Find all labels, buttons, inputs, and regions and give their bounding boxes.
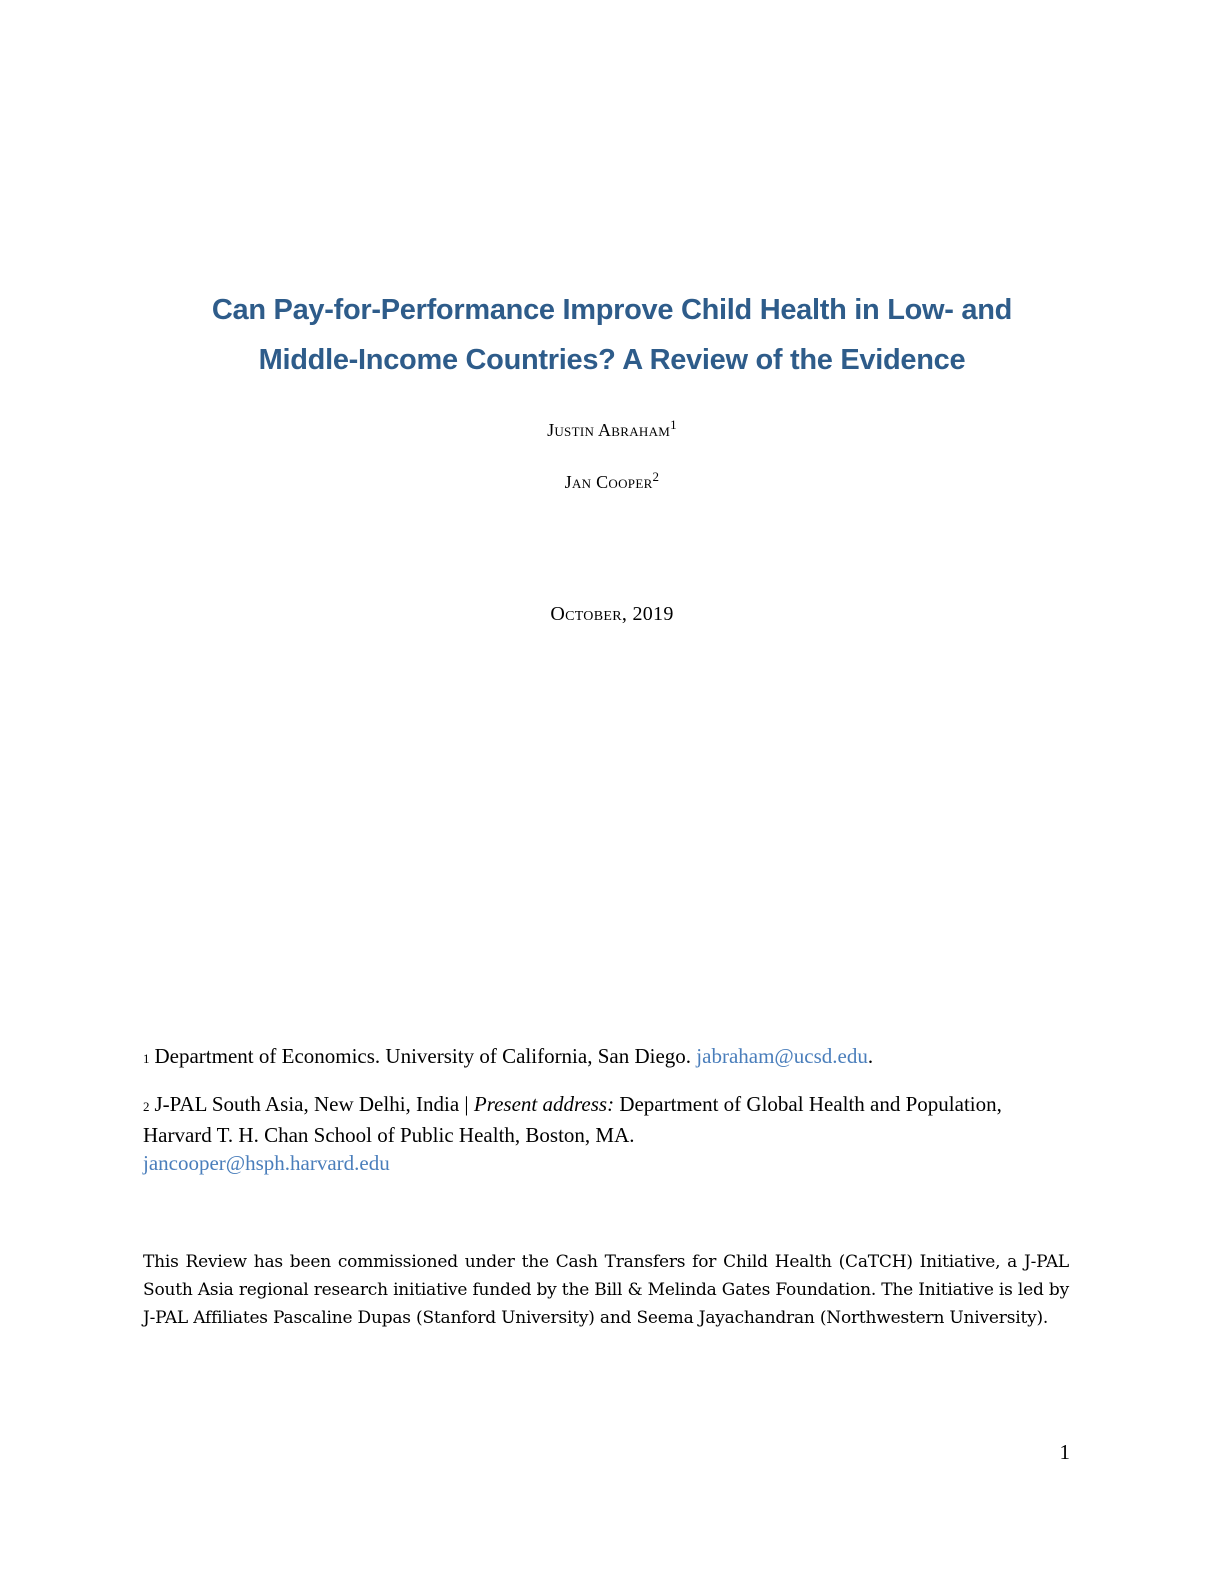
footnote-2-text-before: J-PAL South Asia, New Delhi, India | [154,1092,474,1116]
author-2-name: Jan Cooper [564,472,653,492]
commission-note: This Review has been commissioned under the Cash Transfers for Child Health (CaTCH) Initiative, a J-PAL South Asia regional research initiative funded by the Bill & Melinda Gates Foundation. The Initiative is led by J-PAL Affiliates Pascaline Dupas (Stanford University) and Seema Jayachandran (Northwestern University). [143,1252,1069,1328]
author-2-mark: 2 [652,469,660,484]
title-line-1: Can Pay-for-Performance Improve Child Health in Low- and [211,294,1013,326]
footnote-1 [143,1042,1073,1073]
author-1-name: Justin Abraham [547,420,671,440]
author-2 [0,469,1224,493]
footnote-2-mark: 2 [143,1099,150,1114]
footnote-2 [143,1090,1073,1177]
paper-title [120,285,1104,385]
footnote-1-mark: 1 [143,1051,150,1066]
footnote-2-text-after: Department of Global Health and Population, Harvard T. H. Chan School of Public Health, Boston, MA. [143,1092,1002,1147]
author-1-mark: 1 [670,417,677,432]
footnote-1-text: Department of Economics. University of California, San Diego. [154,1044,697,1068]
publication-date: October, 2019 [550,603,674,625]
title-line-2: Middle-Income Countries? A Review of the Evidence [258,344,966,376]
footnote-2-label: Present address: [473,1092,615,1116]
page-number: 1 [1059,1440,1070,1464]
footnote-2-email-link[interactable]: jancooper@hsph.harvard.edu [143,1151,390,1175]
footnote-1-email-link[interactable]: jabraham@ucsd.edu [696,1044,868,1068]
footnote-1-trailing: . [867,1044,874,1068]
author-1 [0,417,1224,441]
